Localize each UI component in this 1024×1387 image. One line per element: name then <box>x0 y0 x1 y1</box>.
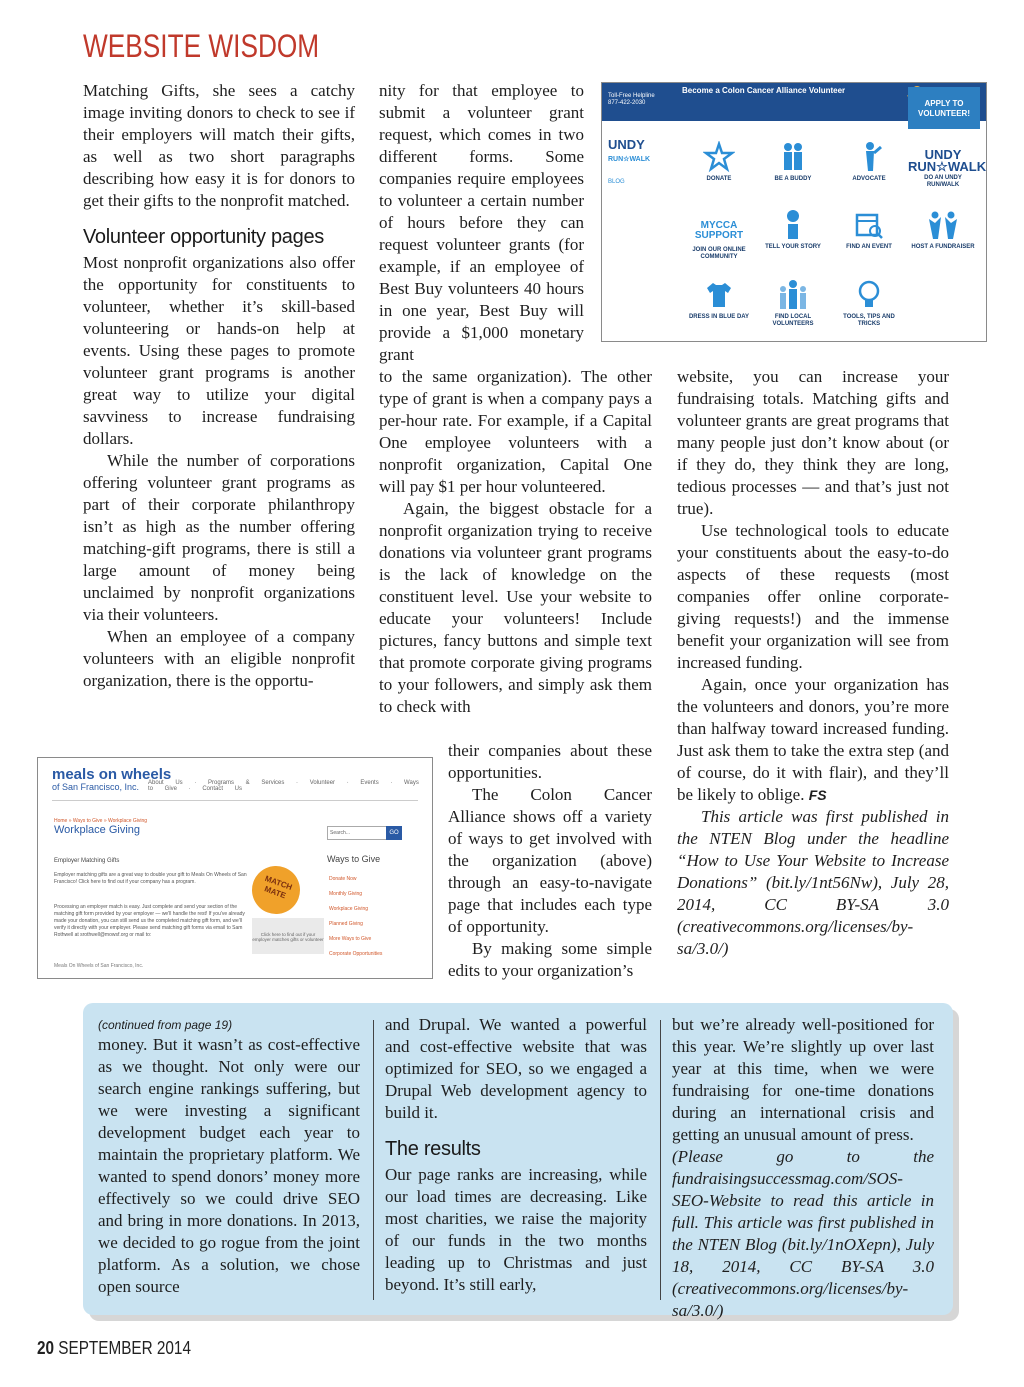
undy-logo-text: UNDY <box>608 137 645 152</box>
sidebar-paragraph-1: money. But it wasn’t as cost-effective as we thought. Not only were our search engine rankings suffering, but we were investing a significant development budget each year to maintain the proprietary platform. We wanted to spend donors’ money more effectively so we could drive SEO and bring in more donations. In 2013, we decided to go rogue from the joint platform. As a solution, we chose open source <box>98 1035 360 1296</box>
group-icon <box>777 279 809 311</box>
meals-logo-text: meals on wheels <box>52 766 172 783</box>
sidebar-paragraph-2a: and Drupal. We wanted a powerful and cost-effective website that was optimized for SEO, so we engaged a Drupal Web development agency to build it. <box>385 1015 647 1122</box>
tools-tips-tile[interactable] <box>834 279 904 328</box>
undy-runwalk-text: RUN☆WALK <box>608 156 651 163</box>
figure-meals-on-wheels <box>37 757 433 979</box>
continued-note: (continued from page 19) <box>98 1018 233 1032</box>
col2-paragraph-2b: their companies about these opportunities. <box>448 741 652 782</box>
sidebar-rule-1 <box>373 1020 374 1300</box>
tools-tips-label: TOOLS, TIPS AND TRICKS <box>843 314 895 327</box>
page-footer <box>37 1338 191 1359</box>
meals-nav[interactable]: About Us · Programs & Services · Volunteer · Events · Ways to Give · Contact Us <box>148 780 419 792</box>
search-go-button[interactable]: GO <box>386 826 402 840</box>
speech-person-icon <box>777 209 809 241</box>
meals-logo-subtext: of San Francisco, Inc. <box>52 782 140 792</box>
column-2 <box>379 80 584 366</box>
employer-match-callout[interactable]: Click here to find out if your employer matches gifts or volunteer <box>252 918 324 954</box>
col2-paragraph-1b: to the same organization). The other type of grant is when a company pays a per-hour rate. For example, if a Capital One employee volunteers with a nonprofit organization, Capital One will pay $1 per hour volunteered. <box>379 367 652 496</box>
sidebar-column-3 <box>672 1014 934 1322</box>
section-header: WEBSITE WISDOM <box>83 28 320 64</box>
col2-paragraph-4: By making some simple edits to your organization’s <box>448 939 652 980</box>
column-2-lower <box>379 366 652 718</box>
find-local-volunteers-tile[interactable] <box>758 279 828 328</box>
column-1 <box>83 80 355 692</box>
col2-paragraph-3: The Colon Cancer Alliance shows off a variety of ways to get involved with the organization (above) through an easy-to-navigate page that includes each type of opportunity. <box>448 785 652 936</box>
figure-banner-text: Become a Colon Cancer Alliance Volunteer <box>682 86 846 95</box>
apply-to-volunteer-button[interactable]: APPLY TO VOLUNTEER! <box>908 87 980 129</box>
calendar-search-icon <box>853 209 885 241</box>
mycca-logo: MYCCA SUPPORT <box>694 220 744 241</box>
host-a-fundraiser-label: HOST A FUNDRAISER <box>911 244 975 250</box>
undy-run-walk-label: DO AN UNDY RUN/WALK <box>924 175 962 188</box>
be-a-buddy-tile[interactable] <box>758 141 828 183</box>
breadcrumb[interactable]: Home » Ways to Give » Workplace Giving <box>54 818 148 824</box>
signature-mark: FS <box>808 787 827 803</box>
col3-paragraph-3 <box>677 674 949 806</box>
column-2-bottom <box>448 740 652 982</box>
star-person-icon <box>703 141 735 173</box>
sidebar-paragraph-2b: Our page ranks are increasing, while our load times are decreasing. Like most charities, we raise the majority of our funds in the two months leading up to Christmas and just beyond. It’s still early, <box>385 1165 647 1294</box>
donate-label: DONATE <box>706 176 732 182</box>
online-community-label: JOIN OUR ONLINE COMMUNITY <box>692 247 746 260</box>
advocate-label: ADVOCATE <box>852 176 886 182</box>
ways-link-6[interactable]: Corporate Opportunities <box>329 951 383 957</box>
search-input[interactable]: Search... <box>327 826 389 840</box>
issue-date: SEPTEMBER 2014 <box>58 1338 191 1358</box>
col1-paragraph-4: When an employee of a company volunteers with an eligible nonprofit organization, there is the opportu- <box>83 627 355 690</box>
subhead-volunteer-opportunity: Volunteer opportunity pages <box>83 226 324 248</box>
ways-link-1[interactable]: Donate Now <box>329 876 357 882</box>
ways-to-give-heading: Ways to Give <box>327 854 381 864</box>
undy-run-walk-tile[interactable] <box>908 147 987 189</box>
col3-paragraph-1: website, you can increase your fundraising totals. Matching gifts and volunteer grants are great programs that many people just don’t know about (or if they do, they think they are long, tedious processes — and that’s just not true). <box>677 367 949 518</box>
find-an-event-tile[interactable] <box>834 209 904 251</box>
find-an-event-label: FIND AN EVENT <box>846 244 892 250</box>
dress-in-blue-label: DRESS IN BLUE DAY <box>688 314 750 320</box>
sidebar-paragraph-3b: (Please go to the fundraisingsuccessmag.com/SOS-SEO-Website to read this article in full. This article was first published in the NTEN Blog (bit.ly/1nOXepn), July 18, 2014, CC BY-SA 3.0 (creativecommons.org/licenses/by-sa/3.0/) <box>672 1147 934 1320</box>
blog-link[interactable]: BLOG <box>608 179 625 185</box>
celebrating-people-icon <box>927 209 959 241</box>
ways-link-4[interactable]: Planned Giving <box>329 921 363 927</box>
col2-paragraph-1a: nity for that employee to submit a volunteer grant request, which comes in two different forms. Some companies require employees to volunteer a certain number of hours before they can request volunteer grants (for example, if an employee of Best Buy volunteers 40 hours in one year, Best Buy will provide a $1,000 monetary grant <box>379 81 584 364</box>
dress-in-blue-tile[interactable] <box>684 279 754 321</box>
meals-footer: Meals On Wheels of San Francisco, Inc. <box>54 963 144 969</box>
matching-paragraph-1: Employer matching gifts are a great way to double your gift to Meals On Wheels of San Francisco! Click here to find out if your company has a program. <box>54 872 247 885</box>
tell-your-story-label: TELL YOUR STORY <box>765 244 821 250</box>
col1-paragraph-3: While the number of corporations offering volunteer grant programs as part of their corporate philanthropy isn’t as high as the number offering matching-gift programs, there is still a large amount of money being unclaimed by nonprofit organizations via their volunteers. <box>83 451 355 624</box>
helpline-text: Toll-Free Helpline 877-422-2030 <box>608 93 655 106</box>
buddies-icon <box>777 141 809 173</box>
ways-link-2[interactable]: Monthly Giving <box>329 891 363 897</box>
tell-your-story-tile[interactable] <box>758 209 828 251</box>
be-a-buddy-label: BE A BUDDY <box>774 176 812 182</box>
online-community-tile[interactable] <box>684 221 754 261</box>
col2-paragraph-2: Again, the biggest obstacle for a nonprofit organization trying to receive donations via volunteer grant programs is the lack of knowledge on the constituent level. Use your website to educate your volunteers! Include pictures, fancy buttons and simple text that promote corporate giving programs to your followers, and simply ask them to check with <box>379 499 652 716</box>
advocate-icon <box>853 141 885 173</box>
column-3 <box>677 366 949 960</box>
col1-paragraph-1: Matching Gifts, she sees a catchy image inviting donors to check to see if their employers will match their gifts, as well as two short paragraphs describing how easy it is for donors to get their gifts to the nonprofit matched. <box>83 81 355 210</box>
undy-logo <box>608 139 650 166</box>
ways-link-3[interactable]: Workplace Giving <box>329 906 369 912</box>
subhead-the-results: The results <box>385 1138 481 1160</box>
lightbulb-icon <box>853 279 885 311</box>
col3-paragraph-2: Use technological tools to educate your constituents about the easy-to-do aspects of these requests (most companies offer online corporate-giving requests!) and the immense benefit your organization will see from increased funding. <box>677 521 949 672</box>
figure-colon-cancer-alliance <box>601 82 987 342</box>
page-number: 20 <box>37 1338 55 1358</box>
col1-paragraph-2: Most nonprofit organizations also offer the opportunity for constituents to volunteer, whether it’s skill-based volunteering or hands-on help at events. Using these pages to promote volunteer grant programs is another great way to utilize your digital savviness to increase fundraising dollars. <box>83 253 355 448</box>
shirt-icon <box>703 279 735 311</box>
find-local-volunteers-label: FIND LOCAL VOLUNTEERS <box>772 314 814 327</box>
divider <box>52 800 418 801</box>
col3-paragraph-3-text: Again, once your organization has the volunteers and donors, you’re more than halfway toward increased funding. Just ask them to take the extra step (and of course, do it with flair), and they’ll be likely to oblige. <box>677 675 949 804</box>
sidebar-column-1 <box>98 1016 360 1298</box>
undy-small-logo: UNDY RUN☆WALK <box>908 147 987 174</box>
matching-gifts-subheading: Employer Matching Gifts <box>54 858 120 864</box>
sidebar-paragraph-3a: but we’re already well-positioned for this year. We’re slightly up over last year at this time, when we were fundraising for one-time donations during an international crisis and getting an unusual amount of press. <box>672 1015 934 1144</box>
advocate-tile[interactable] <box>834 141 904 183</box>
page-title: Workplace Giving <box>54 824 140 836</box>
host-a-fundraiser-tile[interactable] <box>908 209 978 251</box>
matching-paragraph-2: Processing an employer match is easy. Just complete and send your section of the matching gift form provided by your employer — we'll handle the rest! If you've already made your donation, you can still send us the completed matching gift form, and we'll verify it directly with your employer. Please send matching gift forms via email to Sam Rothwell at srothwell@mowsf.org or mail to: <box>54 904 245 938</box>
ways-link-5[interactable]: More Ways to Give <box>329 936 372 942</box>
sidebar-rule-2 <box>660 1020 661 1300</box>
sidebar-column-2 <box>385 1014 647 1296</box>
match-mate-badge[interactable]: MATCH MATE <box>245 859 307 921</box>
col3-publication-note: This article was first published in the NTEN Blog under the headline “How to Use Your Website to Increase Donations” (bit.ly/1nt56Nw), July 28, 2014, CC BY-SA 3.0 (creativecommons.org/licenses/by-sa/3.0/) <box>677 807 949 958</box>
donate-tile[interactable] <box>684 141 754 183</box>
